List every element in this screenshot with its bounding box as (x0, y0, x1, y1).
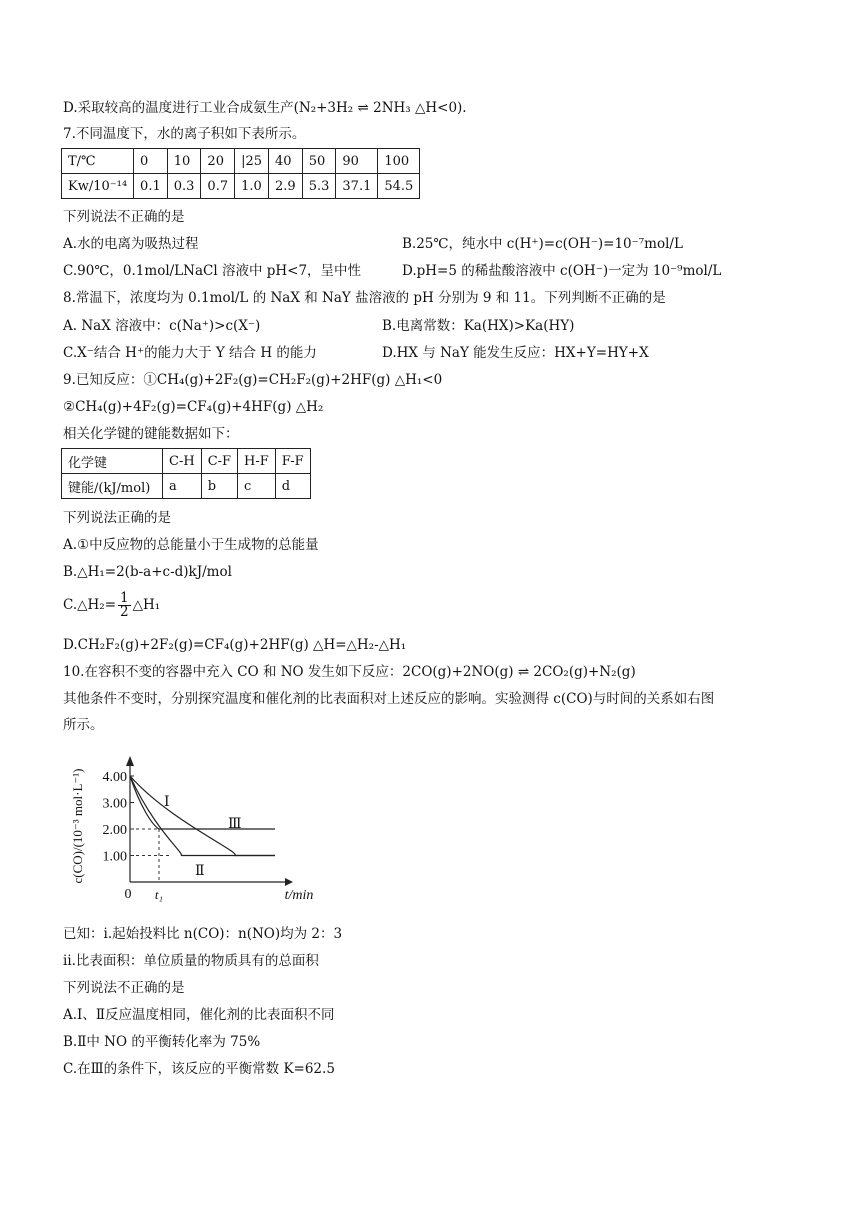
question-9-bond-intro: 相关化学键的键能数据如下： (63, 426, 239, 442)
table-cell: 0.7 (201, 174, 235, 199)
table-row (62, 474, 311, 499)
option-9c (63, 590, 160, 620)
table-cell: d (275, 474, 310, 499)
table-cell: 54.5 (378, 174, 420, 199)
question-10-stem: 下列说法不正确的是 (63, 980, 185, 996)
table-row (62, 149, 420, 174)
table-cell: C-H (163, 449, 202, 474)
y-tick-label: 2.00 (102, 823, 127, 838)
table-cell: 37.1 (336, 174, 378, 199)
table-cell: 1.0 (235, 174, 269, 199)
table-cell: 0 (134, 149, 168, 174)
table-cell: 20 (201, 149, 235, 174)
x-axis-arrow (285, 878, 293, 886)
kw-table (61, 148, 420, 199)
fraction (118, 592, 131, 619)
table-cell: T/℃ (62, 149, 134, 174)
y-tick-label: 1.00 (102, 849, 127, 865)
table-cell: 键能/(kJ/mol) (62, 474, 163, 499)
option-9c-prefix: C.△H₂= (63, 597, 117, 613)
table-cell: 40 (269, 149, 303, 174)
option-7b: B.25℃，纯水中 c(H⁺)=c(OH⁻)=10⁻⁷mol/L (402, 236, 683, 252)
table-cell: |25 (235, 149, 269, 174)
fraction-denominator: 2 (120, 604, 129, 620)
table-cell: F-F (275, 449, 310, 474)
option-8b: B.电离常数：Ka(HX)>Ka(HY) (382, 318, 575, 334)
y-axis-label: c(CO)/(10⁻³ mol·L⁻¹) (70, 768, 85, 884)
question-9-stem: 下列说法正确的是 (63, 510, 171, 526)
fraction-numerator: 1 (120, 590, 129, 606)
option-10c: C.在Ⅲ的条件下，该反应的平衡常数 K=62.5 (63, 1061, 335, 1077)
table-row (62, 449, 311, 474)
series-label-1: Ⅰ (164, 795, 170, 810)
question-7: 7.不同温度下，水的离子积如下表所示。 (63, 126, 306, 142)
option-8a: A. NaX 溶液中：c(Na⁺)>c(X⁻) (63, 318, 261, 334)
x-axis-label: t/min (284, 888, 314, 903)
x-tick-label: t₁ (154, 887, 164, 902)
question-10: 10.在容积不变的容器中充入 CO 和 NO 发生如下反应：2CO(g)+2NO(g) ⇌ 2CO₂(g)+N₂(g) (63, 664, 636, 680)
table-cell: Kw/10⁻¹⁴ (62, 174, 134, 199)
option-7d-prev: D.采取较高的温度进行工业合成氨生产(N₂+3H₂ ⇌ 2NH₃ △H<0). (63, 100, 467, 116)
y-tick-label: 3.00 (102, 796, 127, 812)
option-7c: C.90℃，0.1mol/LNaCl 溶液中 pH<7，呈中性 (63, 263, 362, 279)
option-9c-suffix: △H₁ (132, 597, 161, 613)
series-label-3: Ⅲ (228, 817, 242, 832)
table-cell: 2.9 (269, 174, 303, 199)
table-cell: 50 (302, 149, 336, 174)
question-10-known-1: 已知：ⅰ.起始投料比 n(CO)：n(NO)均为 2：3 (63, 926, 343, 942)
table-cell: a (163, 474, 202, 499)
table-cell: 10 (167, 149, 201, 174)
table-cell: H-F (238, 449, 276, 474)
option-9a: A.①中反应物的总能量小于生成物的总能量 (63, 537, 319, 553)
table-cell: c (238, 474, 276, 499)
question-10-known-2: ⅱ.比表面积：单位质量的物质具有的总面积 (63, 953, 319, 969)
y-axis-arrow (126, 756, 134, 766)
table-cell: 化学键 (62, 449, 163, 474)
question-9-reaction-2: ②CH₄(g)+4F₂(g)=CF₄(g)+4HF(g) △H₂ (63, 399, 324, 415)
option-10b: B.Ⅱ中 NO 的平衡转化率为 75% (63, 1034, 261, 1050)
table-cell: 90 (336, 149, 378, 174)
co-concentration-chart (63, 754, 323, 904)
option-10a: A.Ⅰ、Ⅱ反应温度相同，催化剂的比表面积不同 (63, 1007, 335, 1023)
bond-energy-table (61, 448, 311, 499)
y-tick-label: 4.00 (102, 770, 127, 785)
option-8c: C.X⁻结合 H⁺的能力大于 Y 结合 H 的能力 (63, 345, 317, 361)
option-7a: A.水的电离为吸热过程 (63, 236, 199, 252)
question-10-desc-end: 所示。 (63, 717, 104, 733)
table-row (62, 174, 420, 199)
table-cell: C-F (201, 449, 237, 474)
option-8d: D.HX 与 NaY 能发生反应：HX+Y=HY+X (382, 345, 649, 361)
origin-label: 0 (124, 887, 132, 902)
option-7d: D.pH=5 的稀盐酸溶液中 c(OH⁻)一定为 10⁻⁹mol/L (402, 263, 722, 279)
table-cell: 100 (378, 149, 420, 174)
table-cell: 0.3 (167, 174, 201, 199)
question-9: 9.已知反应：①CH₄(g)+2F₂(g)=CH₂F₂(g)+2HF(g) △H₁<0 (63, 372, 443, 388)
table-cell: b (201, 474, 237, 499)
question-7-stem: 下列说法不正确的是 (63, 209, 185, 225)
option-9b: B.△H₁=2(b-a+c-d)kJ/mol (63, 564, 232, 580)
series-line-3 (130, 776, 275, 829)
table-cell: 0.1 (134, 174, 168, 199)
question-10-desc: 其他条件不变时，分别探究温度和催化剂的比表面积对上述反应的影响。实验测得 c(CO)与时间的关系如右图 (63, 691, 715, 707)
option-9d: D.CH₂F₂(g)+2F₂(g)=CF₄(g)+2HF(g) △H=△H₂-△H₁ (63, 637, 407, 653)
question-8: 8.常温下，浓度均为 0.1mol/L 的 NaX 和 NaY 盐溶液的 pH 分别为 9 和 11。下列判断不正确的是 (63, 290, 666, 306)
series-line-2 (130, 776, 275, 856)
table-cell: 5.3 (302, 174, 336, 199)
series-label-2: Ⅱ (195, 864, 205, 879)
